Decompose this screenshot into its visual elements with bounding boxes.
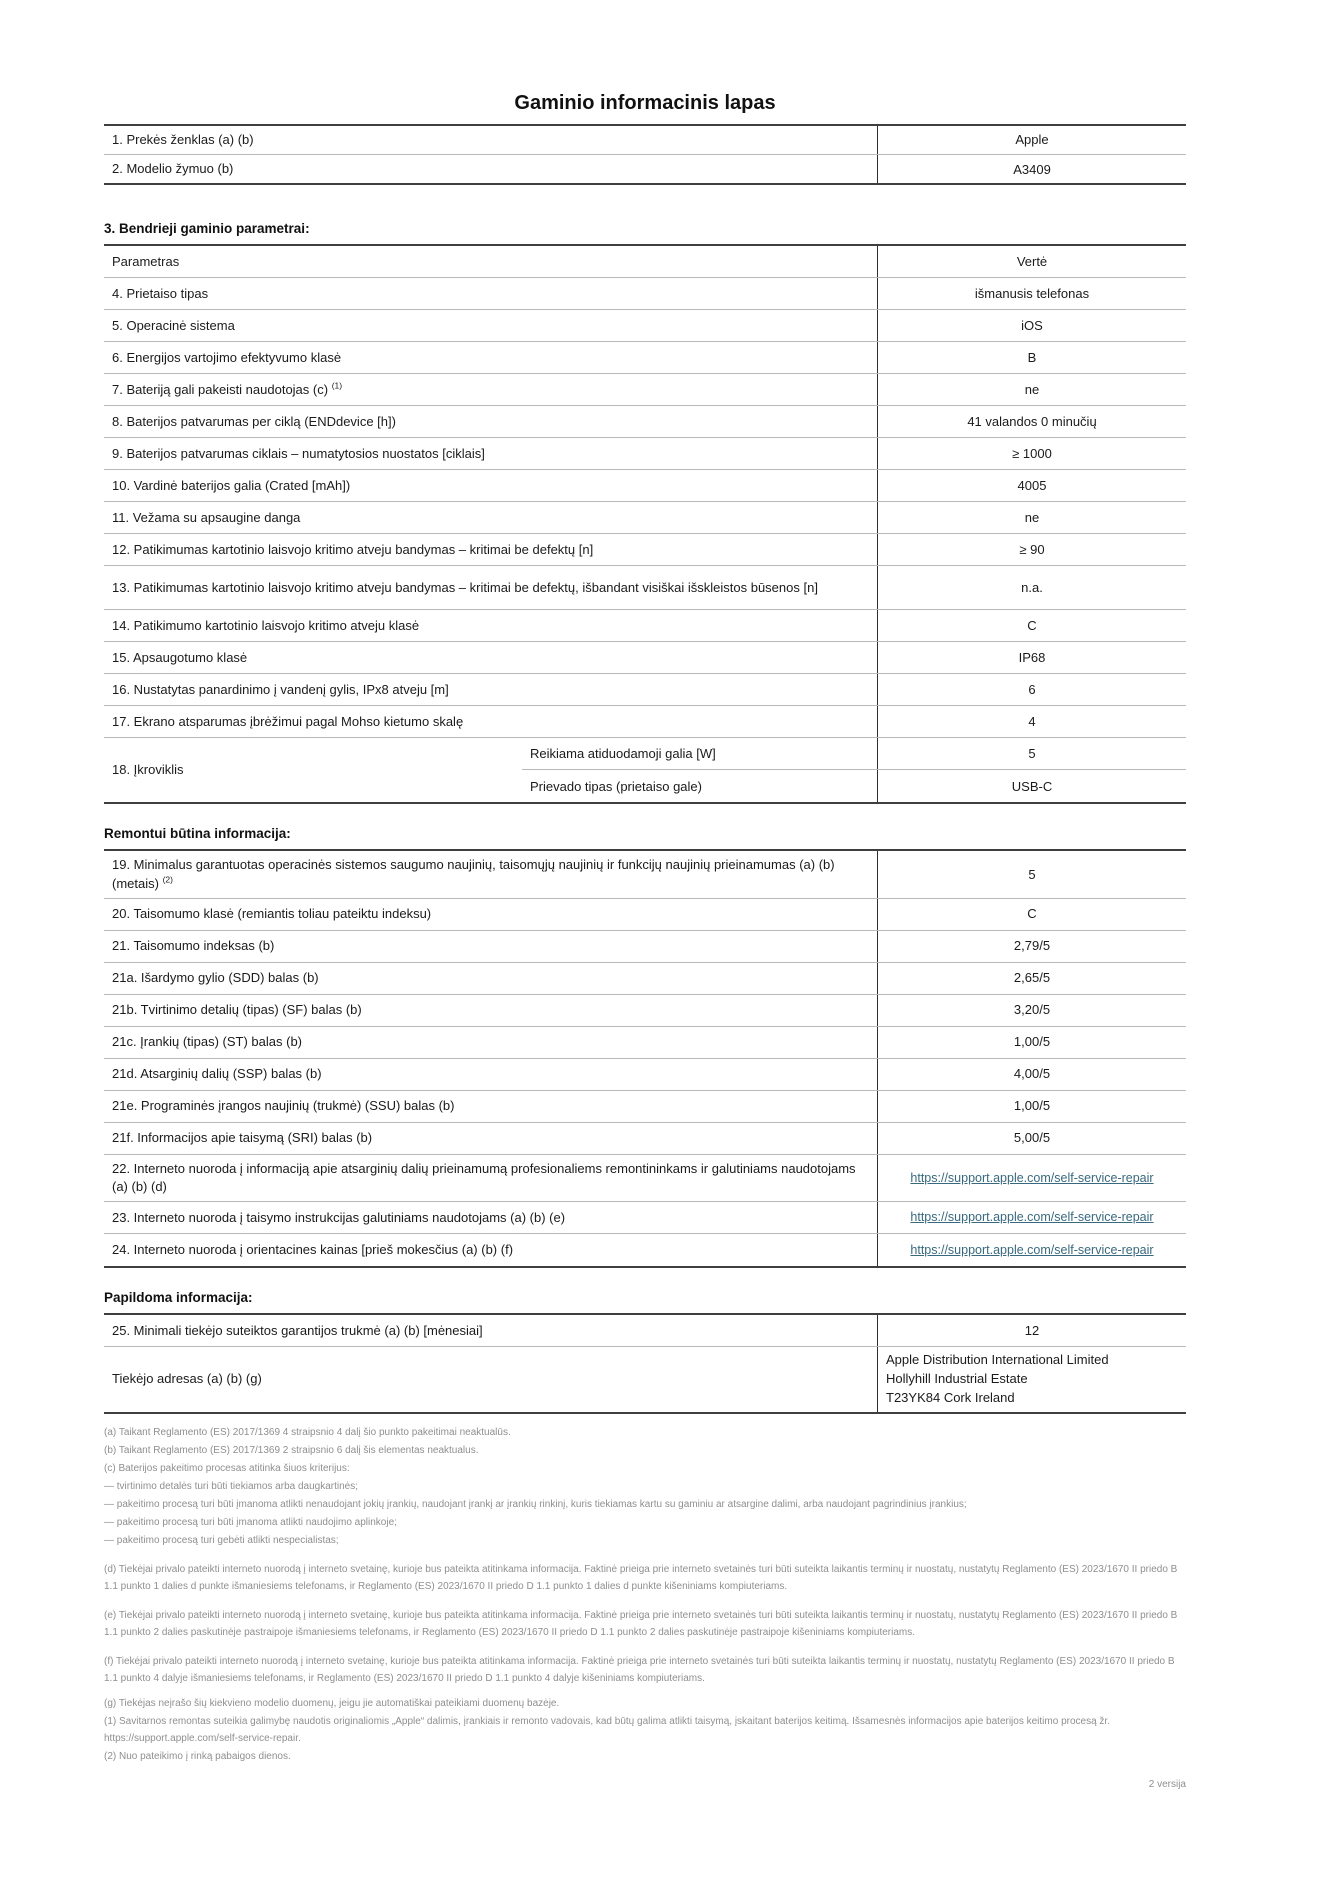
param-label: 24. Interneto nuoroda į orientacines kainas [prieš mokesčius (a) (b) (f): [112, 1242, 514, 1258]
param-label: Tiekėjo adresas (a) (b) (g): [112, 1371, 262, 1387]
supplier-address-line: Apple Distribution International Limited: [886, 1352, 1109, 1368]
param-value: 3,20/5: [877, 995, 1186, 1026]
table-row: [104, 899, 1186, 931]
general-table: [104, 244, 1186, 804]
param-value: USB-C: [877, 770, 1186, 802]
footnote-line: (f) Tiekėjai privalo pateikti interneto nuorodą į interneto svetainę, kurioje bus pateikta atitinkama informacija. Faktinė prieiga prie interneto svetainės turi būti suteikta laikantis terminų ir nuostatų, nustatytų Reglamento (ES) 2023/1670 II priedo B 1.1 punkto 4 dalyje išmaniesiems telefonams, ir Reglamento (ES) 2023/1670 II priedo D 1.1 punkto 4 dalyje kišeniniams kompiuteriams.: [104, 1655, 1175, 1684]
repair-instructions-link[interactable]: https://support.apple.com/self-service-repair: [910, 1210, 1154, 1225]
section-heading-general: 3. Bendrieji gaminio parametrai:: [104, 221, 310, 237]
table-row: [104, 1202, 1186, 1234]
param-label-text: 7. Bateriją gali pakeisti naudotojas (c): [112, 381, 329, 397]
section-heading-repair: Remontui būtina informacija:: [104, 826, 291, 842]
param-label: 21f. Informacijos apie taisymą (SRI) balas (b): [112, 1130, 373, 1146]
supplier-address-line: T23YK84 Cork Ireland: [886, 1389, 1015, 1405]
repair-table: [104, 849, 1186, 1268]
param-label: 17. Ekrano atsparumas įbrėžimui pagal Mohso kietumo skalę: [112, 713, 464, 729]
table-row: [104, 851, 1186, 898]
footnote-ref: (1): [331, 380, 343, 391]
param-value: ne: [877, 502, 1186, 533]
supplier-address: [877, 1347, 1186, 1412]
param-value: n.a.: [877, 566, 1186, 609]
param-value: 2,65/5: [877, 963, 1186, 994]
column-header-parameter: Parametras: [112, 253, 180, 269]
param-label: 11. Vežama su apsaugine danga: [112, 509, 301, 525]
param-label: 25. Minimali tiekėjo suteiktos garantijos trukmė (a) (b) [mėnesiai]: [112, 1322, 483, 1338]
param-value: 2,79/5: [877, 931, 1186, 962]
param-value: A3409: [877, 155, 1186, 183]
table-row: [104, 155, 1186, 183]
param-value: [877, 1234, 1186, 1266]
charger-subrow: [522, 738, 1186, 770]
param-label: 23. Interneto nuoroda į taisymo instrukcijas galutiniams naudotojams (a) (b) (e): [112, 1209, 566, 1225]
param-label: 6. Energijos vartojimo efektyvumo klasė: [112, 349, 342, 365]
param-value: ne: [877, 374, 1186, 405]
param-label: 2. Modelio žymuo (b): [112, 161, 234, 177]
table-row: [104, 438, 1186, 470]
footnote-line: (d) Tiekėjai privalo pateikti interneto nuorodą į interneto svetainę, kurioje bus pateikta atitinkama informacija. Faktinė prieiga prie interneto svetainės turi būti suteikta laikantis terminų ir nuostatų, nustatytų Reglamento (ES) 2023/1670 II priedo B 1.1 punkto 1 dalies d punkte išmaniesiems telefonams, ir Reglamento (ES) 2023/1670 II priedo D 1.1 punkto 1 dalies d punkte kišeniniams kompiuteriams.: [104, 1563, 1178, 1592]
section-heading-additional: Papildoma informacija:: [104, 1290, 253, 1306]
param-label: 4. Prietaiso tipas: [112, 285, 209, 301]
param-label: 18. Įkroviklis: [112, 762, 184, 778]
footnote-line: — pakeitimo procesą turi gebėti atlikti nespecialistas;: [104, 1534, 339, 1546]
table-row: [104, 1027, 1186, 1059]
footnote-ref: (2): [162, 874, 173, 885]
table-row: [104, 610, 1186, 642]
param-value: 4: [877, 706, 1186, 737]
table-row: [104, 995, 1186, 1027]
param-value: 12: [877, 1315, 1186, 1346]
param-label: 21e. Programinės įrangos naujinių (trukmė) (SSU) balas (b): [112, 1098, 455, 1114]
param-sublabel: Reikiama atiduodamoji galia [W]: [530, 746, 716, 762]
table-row: [104, 1059, 1186, 1091]
param-label: 20. Taisomumo klasė (remiantis toliau pateiktu indeksu): [112, 906, 432, 922]
charger-subtable: [522, 738, 1186, 802]
column-header-value: Vertė: [877, 246, 1186, 277]
param-label: 21c. Įrankių (tipas) (ST) balas (b): [112, 1034, 303, 1050]
param-value: 5,00/5: [877, 1123, 1186, 1154]
table-row: [104, 566, 1186, 610]
table-row: [104, 278, 1186, 310]
footnote-line: — tvirtinimo detalės turi būti tiekiamos arba daugkartinės;: [104, 1480, 359, 1492]
param-label: 21b. Tvirtinimo detalių (tipas) (SF) balas (b): [112, 1002, 362, 1018]
footnotes: [104, 1424, 1186, 1765]
param-label: 9. Baterijos patvarumas ciklais – numatytosios nuostatos [ciklais]: [112, 445, 485, 461]
param-label: 13. Patikimumas kartotinio laisvojo kritimo atveju bandymas – kritimai be defektų, išbandant visiškai išskleistos būsenos [n]: [112, 579, 818, 595]
footnote-line: (e) Tiekėjai privalo pateikti interneto nuorodą į interneto svetainę, kurioje bus pateikta atitinkama informacija. Faktinė prieiga prie interneto svetainės turi būti suteikta laikantis terminų ir nuostatų, nustatytų Reglamento (ES) 2023/1670 II priedo B 1.1 punkto 2 dalies paskutinėje pastraipoje išmaniesiems telefonams, ir Reglamento (ES) 2023/1670 II priedo D 1.1 punkto 2 dalies paskutinėje pastraipoje kišeniniams kompiuteriams.: [104, 1609, 1178, 1638]
param-label-text: 19. Minimalus garantuotas operacinės sistemos saugumo naujinių, taisomųjų naujinių ir funkcijų naujinių prieinamumas (a) (b) (metais): [112, 857, 835, 891]
table-row: [104, 310, 1186, 342]
param-label: 21a. Išardymo gylio (SDD) balas (b): [112, 970, 319, 986]
additional-table: [104, 1313, 1186, 1414]
param-sublabel: Prievado tipas (prietaiso gale): [530, 778, 702, 794]
price-info-link[interactable]: https://support.apple.com/self-service-repair: [910, 1242, 1154, 1257]
table-row: [104, 374, 1186, 406]
footnote-line: (c) Baterijos pakeitimo procesas atitinka šiuos kriterijus:: [104, 1462, 350, 1474]
param-label: 21. Taisomumo indeksas (b): [112, 938, 275, 954]
param-value: iOS: [877, 310, 1186, 341]
table-row: [104, 1315, 1186, 1347]
param-value: 5: [877, 851, 1186, 897]
table-row: [104, 706, 1186, 738]
param-value: išmanusis telefonas: [877, 278, 1186, 309]
table-row: [104, 470, 1186, 502]
table-row: [104, 642, 1186, 674]
charger-row: [104, 738, 1186, 802]
document-page: [104, 0, 1186, 1790]
table-row: [104, 1155, 1186, 1202]
spare-parts-link[interactable]: https://support.apple.com/self-service-repair: [910, 1170, 1154, 1185]
param-value: C: [877, 899, 1186, 930]
param-value: IP68: [877, 642, 1186, 673]
param-label: 16. Nustatytas panardinimo į vandenį gylis, IPx8 atveju [m]: [112, 681, 449, 697]
param-label: 14. Patikimumo kartotinio laisvojo kritimo atveju klasė: [112, 617, 420, 633]
supplier-address-row: [104, 1347, 1186, 1412]
table-row: [104, 1091, 1186, 1123]
param-value: 5: [877, 738, 1186, 769]
param-value: B: [877, 342, 1186, 373]
param-value: 1,00/5: [877, 1027, 1186, 1058]
table-row: [104, 1234, 1186, 1266]
param-value: [877, 1155, 1186, 1201]
param-value: 4,00/5: [877, 1059, 1186, 1090]
table-header-row: [104, 246, 1186, 278]
param-label: 10. Vardinė baterijos galia (Crated [mAh]): [112, 477, 351, 493]
table-row: [104, 963, 1186, 995]
version-label: 2 versija: [1148, 1778, 1186, 1790]
param-value: 1,00/5: [877, 1091, 1186, 1122]
footnote-line: (2) Nuo pateikimo į rinką pabaigos dienos.: [104, 1750, 291, 1762]
param-value: 6: [877, 674, 1186, 705]
param-value: 4005: [877, 470, 1186, 501]
param-label: 5. Operacinė sistema: [112, 317, 235, 333]
table-row: [104, 931, 1186, 963]
table-row: [104, 342, 1186, 374]
param-label: 15. Apsaugotumo klasė: [112, 649, 248, 665]
param-label: [104, 376, 877, 404]
param-value: ≥ 90: [877, 534, 1186, 565]
table-row: [104, 1123, 1186, 1155]
table-row: [104, 502, 1186, 534]
table-row: [104, 674, 1186, 706]
table-row: [104, 126, 1186, 155]
charger-subrow: [522, 770, 1186, 802]
footnote-line: (b) Taikant Reglamento (ES) 2017/1369 2 straipsnio 6 dalį šis elementas neaktualus.: [104, 1444, 479, 1456]
param-label: 1. Prekės ženklas (a) (b): [112, 132, 254, 147]
param-label: 21d. Atsarginių dalių (SSP) balas (b): [112, 1066, 322, 1082]
footnote-line: (g) Tiekėjas neįrašo šių kiekvieno modelio duomenų, jeigu jie automatiškai pateikiami duomenų bazėje.: [104, 1697, 560, 1709]
param-value: [877, 1202, 1186, 1233]
table-row: [104, 406, 1186, 438]
param-label: [104, 851, 877, 897]
param-value: C: [877, 610, 1186, 641]
page-title: Gaminio informacinis lapas: [514, 92, 776, 114]
param-label: 12. Patikimumas kartotinio laisvojo kritimo atveju bandymas – kritimai be defektų [n]: [112, 541, 594, 557]
table-row: [104, 534, 1186, 566]
footnote-line: (a) Taikant Reglamento (ES) 2017/1369 4 straipsnio 4 dalį šio punkto pakeitimai neaktualūs.: [104, 1426, 511, 1438]
footnote-line: (1) Savitarnos remontas suteikia galimybę naudotis originaliomis „Apple“ dalimis, įrankiais ir remonto vadovais, kad būtų galima atlikti taisymą, įskaitant baterijos keitimą. Išsamesnės informacijos apie baterijos keitimo procesą žr. https://support.apple.com/self-service-repair.: [104, 1715, 1110, 1744]
param-value: ≥ 1000: [877, 438, 1186, 469]
footnote-line: — pakeitimo procesą turi būti įmanoma atlikti nenaudojant jokių įrankių, naudojant įrankį ar įrankių rinkinį, kuris tiekiamas kartu su gaminiu ar atsargine dalimi, arba naudojant pagrindinius įrankius;: [104, 1498, 967, 1510]
brand-table: [104, 124, 1186, 185]
param-label: 22. Interneto nuoroda į informaciją apie atsarginių dalių prieinamumą profesionaliems remontininkams ir galutiniams naudotojams (a) (b) (d): [112, 1160, 856, 1194]
param-value: Apple: [877, 126, 1186, 154]
footnote-line: — pakeitimo procesą turi būti įmanoma atlikti naudojimo aplinkoje;: [104, 1516, 397, 1528]
param-value: 41 valandos 0 minučių: [877, 406, 1186, 437]
param-label: 8. Baterijos patvarumas per ciklą (ENDdevice [h]): [112, 413, 396, 429]
supplier-address-line: Hollyhill Industrial Estate: [886, 1370, 1028, 1386]
